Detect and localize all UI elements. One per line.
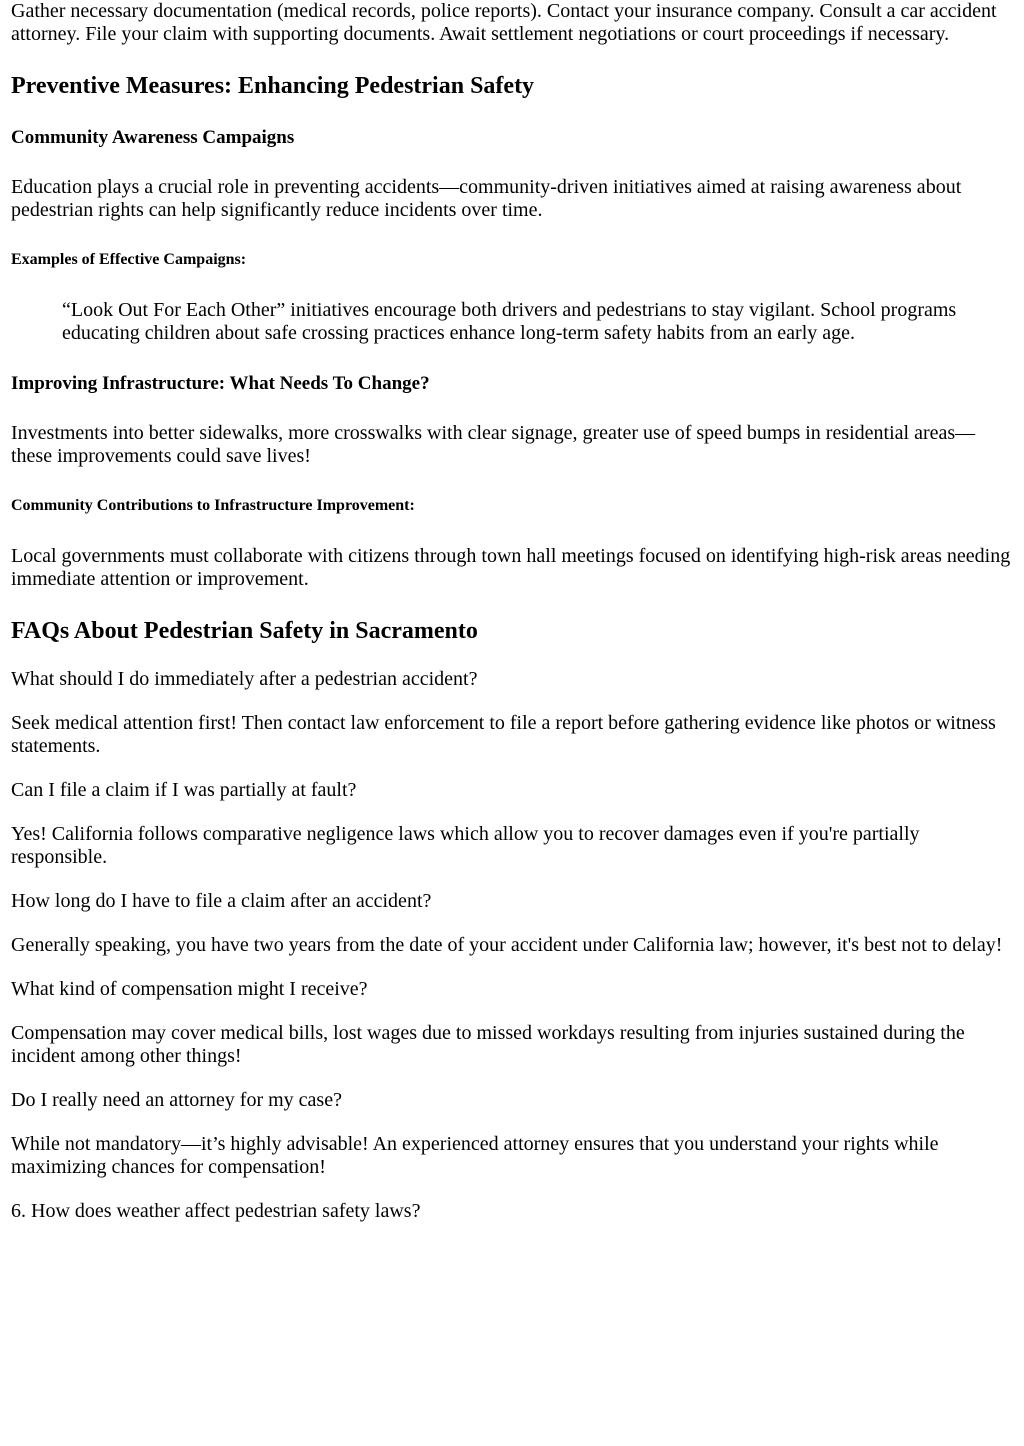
awareness-paragraph: Education plays a crucial role in preventing accidents—community-driven initiatives aimed at raising awareness about pedestrian rights can help significantly reduce incidents over time. xyxy=(11,176,962,221)
faq-question: How long do I have to file a claim after an accident? xyxy=(11,890,432,912)
examples-heading: Examples of Effective Campaigns: xyxy=(11,251,247,268)
examples-blockquote: “Look Out For Each Other” initiatives encourage both drivers and pedestrians to stay vigilant. School programs educating children about safe crossing practices enhance long-term safety habits from an early age. xyxy=(62,299,957,344)
infrastructure-paragraph: Investments into better sidewalks, more crosswalks with clear signage, greater use of speed bumps in residential areas—these improvements could save lives! xyxy=(11,422,976,467)
faq-answer: Yes! California follows comparative negligence laws which allow you to recover damages even if you're partially responsible. xyxy=(11,823,920,868)
preventive-measures-heading: Preventive Measures: Enhancing Pedestrian Safety xyxy=(11,73,535,99)
faq-list xyxy=(11,668,1013,1223)
faq-question: 6. How does weather affect pedestrian safety laws? xyxy=(11,1200,421,1222)
faq-question: Do I really need an attorney for my case? xyxy=(11,1089,342,1111)
awareness-campaigns-heading: Community Awareness Campaigns xyxy=(11,127,295,148)
faq-answer: While not mandatory—it’s highly advisable! An experienced attorney ensures that you understand your rights while maximizing chances for compensation! xyxy=(11,1133,939,1178)
community-contributions-heading: Community Contributions to Infrastructure Improvement: xyxy=(11,497,415,514)
faq-answer: Generally speaking, you have two years from the date of your accident under California law; however, it's best not to delay! xyxy=(11,934,1003,956)
faq-question: Can I file a claim if I was partially at fault? xyxy=(11,779,357,801)
faq-heading: FAQs About Pedestrian Safety in Sacramento xyxy=(11,618,478,644)
intro-paragraph: Gather necessary documentation (medical records, police reports). Contact your insurance company. Consult a car accident attorney. File your claim with supporting documents. Await settlement negotiations or court proceedings if necessary. xyxy=(11,0,997,45)
faq-answer: Compensation may cover medical bills, lost wages due to missed workdays resulting from injuries sustained during the incident among other things! xyxy=(11,1022,965,1067)
faq-answer: Seek medical attention first! Then contact law enforcement to file a report before gathering evidence like photos or witness statements. xyxy=(11,712,996,757)
infrastructure-heading: Improving Infrastructure: What Needs To Change? xyxy=(11,373,430,394)
faq-question: What kind of compensation might I receive? xyxy=(11,978,368,1000)
community-contributions-paragraph: Local governments must collaborate with citizens through town hall meetings focused on identifying high-risk areas needing immediate attention or improvement. xyxy=(11,545,1011,590)
faq-question: What should I do immediately after a pedestrian accident? xyxy=(11,668,478,690)
